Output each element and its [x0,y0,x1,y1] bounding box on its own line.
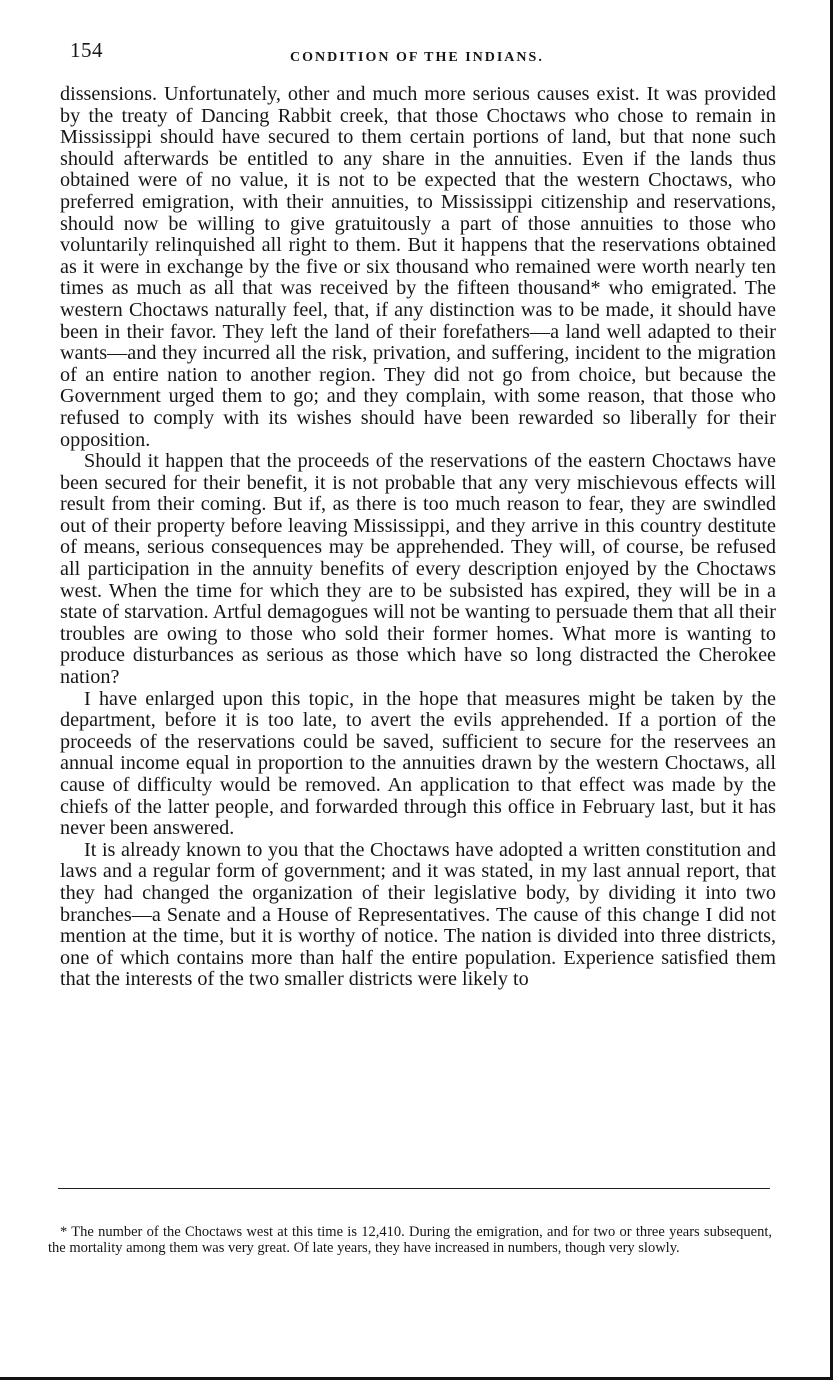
body-text [60,84,776,991]
page-number: 154 [70,38,103,62]
paragraph-2: Should it happen that the proceeds of the reservations of the eastern Choctaws have been secured for their benefit, it is not probable that any very mischievous effects will result from their coming. But if, as there is too much reason to fear, they are swindled out of their property before leaving Mississippi, and they arrive in this country destitute of means, serious consequences may be apprehended. They will, of course, be refused all participation in the annuity benefits of every description enjoyed by the Choctaws west. When the time for which they are to be subsisted has expired, they will be in a state of starvation. Artful demagogues will not be wanting to persuade them that all their troubles are owing to those who sold their former homes. What more is wanting to produce disturbances as serious as those which have so long distracted the Cherokee nation? [60,450,776,689]
paragraph-3: I have enlarged upon this topic, in the hope that measures might be taken by the department, before it is too late, to avert the evils apprehended. If a portion of the proceeds of the reservations could be saved, sufficient to secure for the reservees an annual income equal in proportion to the annuities drawn by the western Choctaws, all cause of difficulty would be removed. An application to that effect was made by the chiefs of the latter people, and forwarded through this office in February last, but it has never been answered. [60,687,776,840]
paragraph-1: dissensions. Unfortunately, other and much more serious causes exist. It was provided by the treaty of Dancing Rabbit creek, that those Choctaws who chose to remain in Mississippi should have secured to them certain portions of land, but that none such should afterwards be entitled to any share in the annuities. Even if the lands thus obtained were of no value, it is not to be expected that the western Choctaws, who preferred emigration, with their annuities, to Mississippi citizenship and reservations, should now be willing to give gratuitously a part of those annuities to those who voluntarily relinquished all right to them. But it happens that the reservations obtained as it were in exchange by the five or six thousand who remained were worth nearly ten times as much as all that was received by the fifteen thousand* who emigrated. The western Choctaws naturally feel, that, if any distinction was to be made, it should have been in their favor. They left the land of their forefathers—a land well adapted to their wants—and they incurred all the risk, privation, and suffering, incident to the migration of an entire nation to another region. They did not go from choice, but because the Government urged them to go; and they complain, with some reason, that those who refused to comply with its wishes should have been rewarded so liberally for their opposition. [60,83,776,451]
footnote: * The number of the Choctaws west at this time is 12,410. During the emigration, and for two or three years subsequent, the mortality among them was very great. Of late years, they have increased in numbers, though very slowly. [48,1224,772,1256]
paragraph-4: It is already known to you that the Choctaws have adopted a written constitution and laws and a regular form of government; and it was stated, in my last annual report, that they had changed the organization of their legislative body, by dividing it into two branches—a Senate and a House of Representatives. The cause of this change I did not mention at the time, but it is worthy of notice. The nation is divided into three districts, one of which contains more than half the entire population. Experience satisfied them that the interests of the two smaller districts were likely to [60,838,776,991]
footnote-divider [58,1188,770,1189]
running-head: CONDITION OF THE INDIANS. [290,50,544,65]
